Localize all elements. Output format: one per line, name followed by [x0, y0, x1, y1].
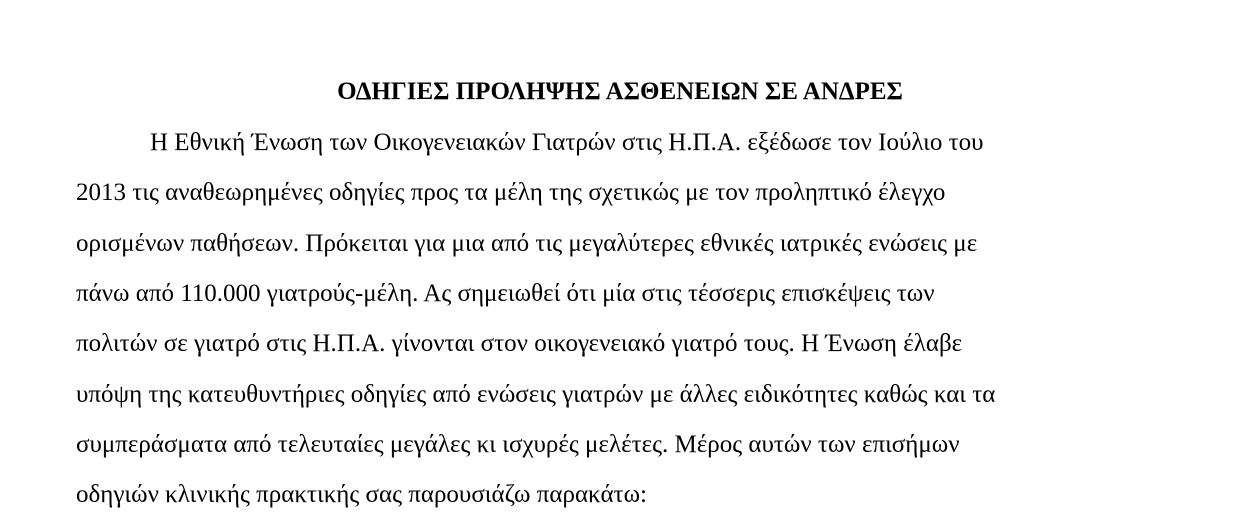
paragraph-line-6: υπόψη της κατευθυντήριες οδηγίες από ενώσεις γιατρών με άλλες ειδικότητες καθώς και τα [76, 381, 996, 408]
paragraph-line-7: συμπεράσματα από τελευταίες μεγάλες κι ισχυρές μελέτες. Μέρος αυτών των επισήμων [76, 431, 960, 458]
paragraph-line-4: πάνω από 110.000 γιατρούς-μέλη. Ας σημειωθεί ότι μία στις τέσσερις επισκέψεις των [76, 280, 935, 307]
paragraph-line-2: 2013 τις αναθεωρημένες οδηγίες προς τα μέλη της σχετικώς με τον προληπτικό έλεγχο [76, 179, 946, 206]
paragraph-line-3: ορισμένων παθήσεων. Πρόκειται για μια από τις μεγαλύτερες εθνικές ιατρικές ενώσεις με [76, 230, 978, 257]
paragraph-line-1: Η Εθνική Ένωση των Οικογενειακών Γιατρών στις Η.Π.Α. εξέδωσε τον Ιούλιο του [150, 129, 984, 156]
paragraph-line-8: οδηγιών κλινικής πρακτικής σας παρουσιάζω παρακάτω: [76, 481, 647, 508]
document-title: ΟΔΗΓΙΕΣ ΠΡΟΛΗΨΗΣ ΑΣΘΕΝΕΙΩΝ ΣΕ ΑΝΔΡΕΣ [337, 78, 903, 105]
paragraph-line-5: πολιτών σε γιατρό στις Η.Π.Α. γίνονται στον οικογενειακό γιατρό τους. Η Ένωση έλαβε [76, 330, 963, 357]
